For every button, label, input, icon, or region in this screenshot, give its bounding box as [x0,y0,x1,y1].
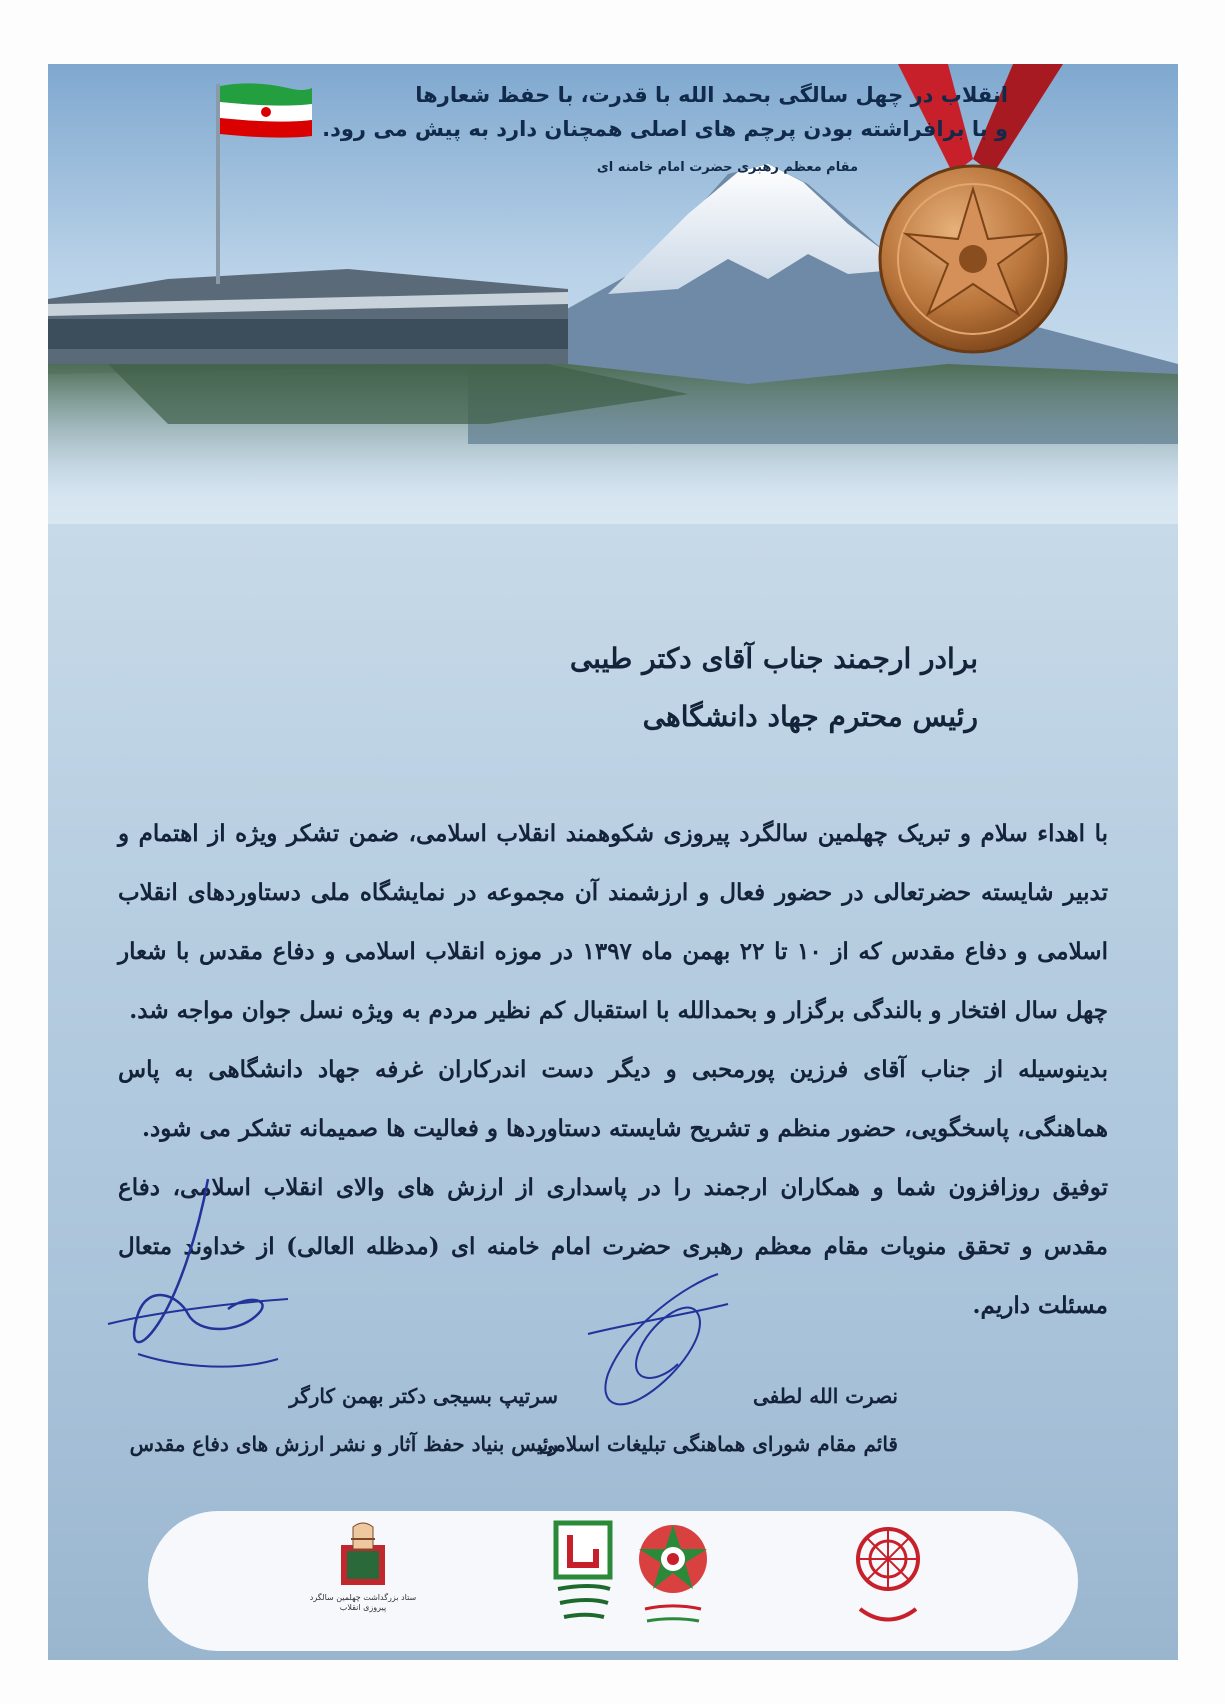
iran-flag-icon [220,83,312,137]
anniversary-star-icon [633,1519,713,1639]
logo-foundation [298,1519,428,1613]
header-banner [48,64,1178,524]
fist-emblem-icon [333,1519,393,1589]
signer-right-name: نصرت الله لطفی [753,1384,898,1408]
logo-foundation-caption: ستاد بزرگداشت چهلمین سالگرد پیروزی انقلاب [309,1593,417,1612]
paragraph-1: با اهداء سلام و تبریک چهلمین سالگرد پیروزی شکوهمند انقلاب اسلامی، ضمن تشکر ویژه از اهتمام و تدبیر شایسته حضرتعالی در حضور فعال و ارزشمند آن مجموعه در نمایشگاه ملی دستاوردهای انقلاب اسلامی و دفاع مقدس که از ۱۰ تا ۲۲ بهمن ماه ۱۳۹۷ در موزه انقلاب اسلامی و دفاع مقدس با شعار چهل سال افتخار و بالندگی برگزار و بحمدالله با استقبال کم نظیر مردم به ویژه نسل جوان مواجه شد. [118,820,1108,1024]
recipient-title: رئیس محترم جهاد دانشگاهی [642,700,978,733]
quote-line-2: و با برافراشته بودن پرچم های اصلی همچنان دارد به پیش می رود. [322,117,1008,141]
council-emblem-icon [848,1519,928,1639]
leader-quote [322,78,1008,175]
quote-author: مقام معظم رهبری حضرت امام خامنه ای [596,160,858,175]
museum-emblem-icon [548,1519,618,1639]
logo-museum [548,1519,618,1643]
certificate-sheet [48,64,1178,1660]
signer-left [130,1376,558,1464]
signer-left-name: سرتیپ بسیجی دکتر بهمن کارگر [289,1384,558,1408]
paragraph-3: توفیق روزافزون شما و همکاران ارجمند را در پاسداری از ارزش های والای انقلاب اسلامی، دفاع مقدس و تحقق منویات مقام معظم رهبری حضرت امام خامنه ای (مدظله العالی) از خداوند متعال مسئلت داریم. [118,1174,1108,1319]
signer-right-title: قائم مقام شورای هماهنگی تبلیغات اسلامی [538,1432,898,1456]
signer-right [538,1376,898,1464]
quote-line-1: انقلاب در چهل سالگی بحمد الله با قدرت، با حفظ شعارها [415,83,1008,107]
signer-left-title: رئیس بنیاد حفظ آثار و نشر ارزش های دفاع مقدس [129,1432,558,1456]
paragraph-2: بدینوسیله از جناب آقای فرزین پورمحبی و دیگر دست اندرکاران غرفه جهاد دانشگاهی به پاس هماهنگی، پاسخگویی، حضور منظم و تشریح شایسته دستاوردها و فعالیت ها صمیمانه تشکر می شود. [118,1056,1108,1142]
logo-fortieth-anniversary [633,1519,713,1643]
recipient-name: برادر ارجمند جناب آقای دکتر طیبی [569,642,978,675]
logo-propagation-council [848,1519,928,1643]
signature-kargar [98,1174,318,1394]
salutation [570,630,978,746]
flagpole [216,84,220,284]
logos-bar [148,1511,1078,1651]
